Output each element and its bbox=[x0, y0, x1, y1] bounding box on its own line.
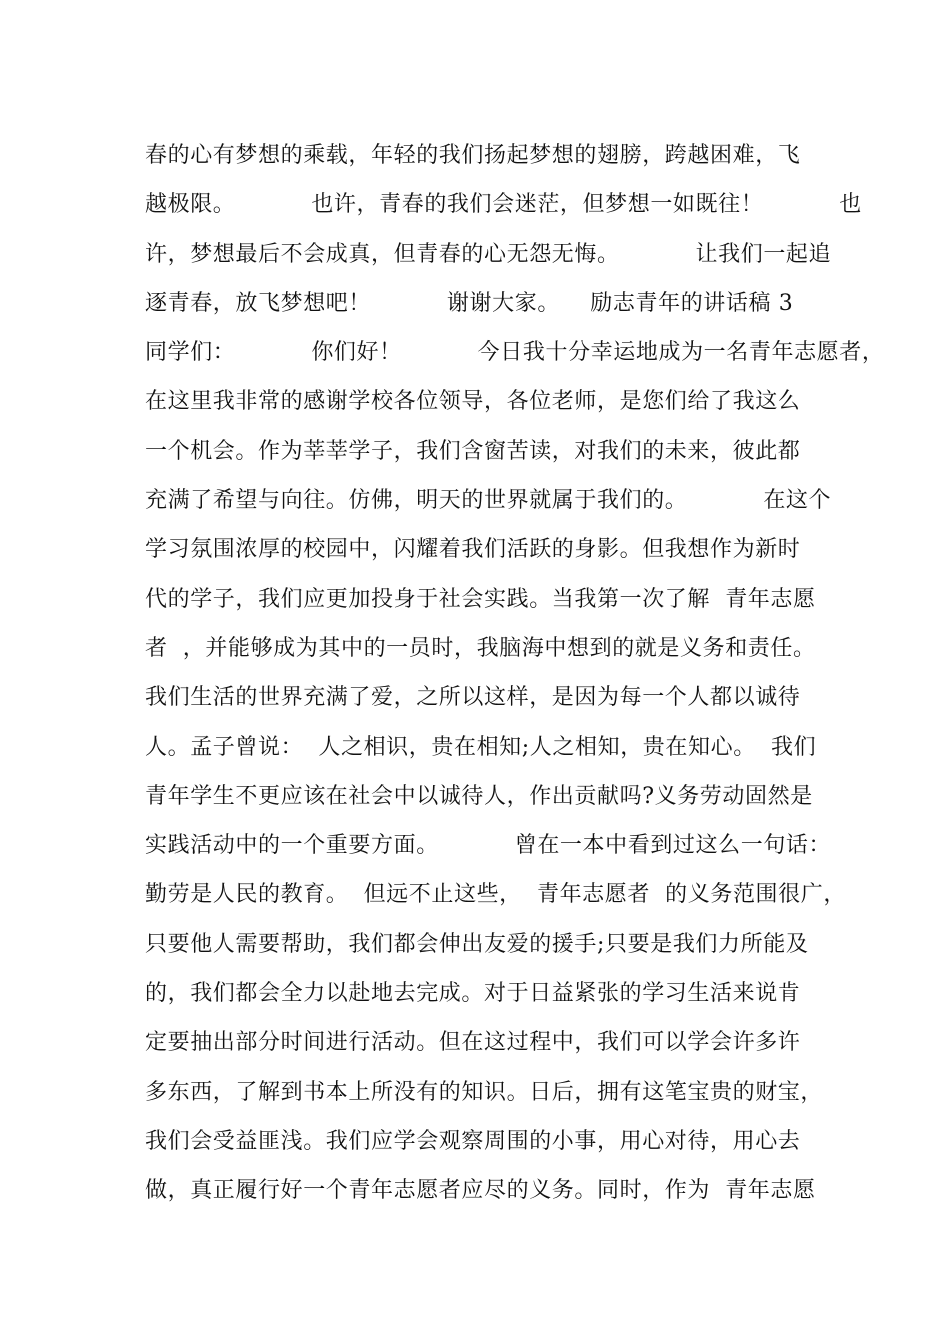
text-line: 越极限。 也许，青春的我们会迷茫，但梦想一如既往！ 也 bbox=[145, 192, 862, 218]
text-line: 多东西，了解到书本上所没有的知识。日后，拥有这笔宝贵的财宝， bbox=[145, 1079, 824, 1105]
text-line: 许，梦想最后不会成真，但青春的心无怨无悔。 让我们一起追 bbox=[145, 241, 832, 267]
text-line: 充满了希望与向往。仿佛，明天的世界就属于我们的。 在这个 bbox=[145, 488, 832, 514]
text-line: 在这里我非常的感谢学校各位领导，各位老师，是您们给了我这么 bbox=[145, 389, 801, 415]
text-line: 一个机会。作为莘莘学子，我们含窗苦读，对我们的未来，彼此都 bbox=[145, 438, 801, 464]
text-line: 只要他人需要帮助，我们都会伸出友爱的援手;只要是我们力所能及 bbox=[145, 931, 809, 957]
text-line: 做，真正履行好一个青年志愿者应尽的义务。同时，作为 青年志愿 bbox=[145, 1178, 816, 1204]
body-text bbox=[145, 131, 885, 1216]
text-line: 人。孟子曾说： 人之相识，贵在相知;人之相知，贵在知心。 我们 bbox=[145, 734, 817, 760]
text-line: 勤劳是人民的教育。 但远不止这些， 青年志愿者 的义务范围很广， bbox=[145, 882, 846, 908]
text-line: 逐青春，放飞梦想吧！ 谢谢大家。 励志青年的讲话稿 3 bbox=[145, 290, 794, 316]
text-line: 的，我们都会全力以赴地去完成。对于日益紧张的学习生活来说肯 bbox=[145, 981, 801, 1007]
text-line: 代的学子，我们应更加投身于社会实践。当我第一次了解 青年志愿 bbox=[145, 586, 816, 612]
text-line: 者 ，并能够成为其中的一员时，我脑海中想到的就是义务和责任。 bbox=[145, 635, 816, 661]
text-line: 学习氛围浓厚的校园中，闪耀着我们活跃的身影。但我想作为新时 bbox=[145, 537, 801, 563]
text-line: 青年学生不更应该在社会中以诚待人，作出贡献吗?义务劳动固然是 bbox=[145, 783, 813, 809]
text-line: 同学们： 你们好！ 今日我十分幸运地成为一名青年志愿者， bbox=[145, 340, 885, 366]
text-line: 我们生活的世界充满了爱，之所以这样，是因为每一个人都以诚待 bbox=[145, 685, 801, 711]
text-line: 春的心有梦想的乘载，年轻的我们扬起梦想的翅膀，跨越困难，飞 bbox=[145, 143, 801, 168]
text-line: 定要抽出部分时间进行活动。但在这过程中，我们可以学会许多许 bbox=[145, 1030, 801, 1056]
text-line: 我们会受益匪浅。我们应学会观察周围的小事，用心对待，用心去 bbox=[145, 1128, 801, 1154]
text-line: 实践活动中的一个重要方面。 曾在一本中看到过这么一句话： bbox=[145, 833, 832, 859]
